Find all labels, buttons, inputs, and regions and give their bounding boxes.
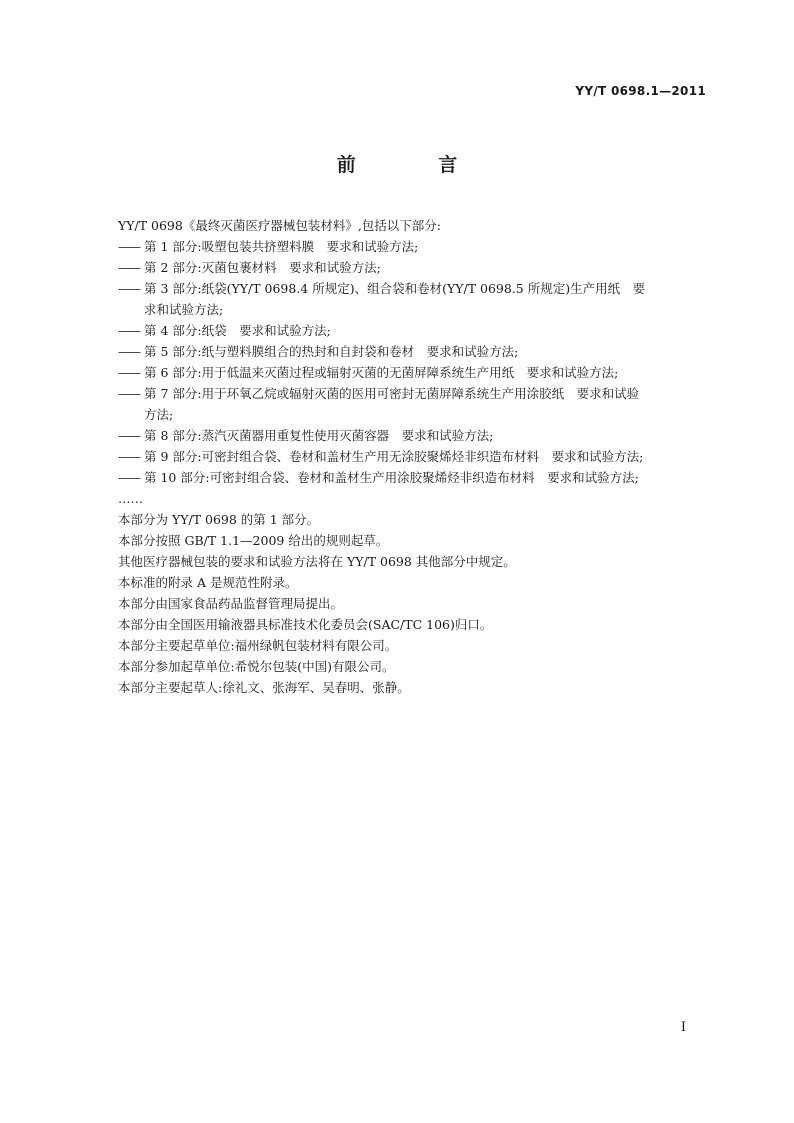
list-item-continuation: 求和试验方法; [144, 302, 224, 317]
list-dash: —— [118, 323, 139, 338]
page-title: 前 言 [336, 154, 496, 176]
list-ellipsis: …… [118, 491, 143, 506]
list-item-text: 第 2 部分:灭菌包裹材料 要求和试验方法; [144, 260, 381, 275]
list-item [118, 278, 710, 299]
list-item-text: 第 3 部分:纸袋(YY/T 0698.4 所规定)、组合袋和卷材(YY/T 0698.5 所规定)生产用纸 要 [144, 281, 646, 296]
list-dash: —— [118, 260, 139, 275]
statement-line: 本部分为 YY/T 0698 的第 1 部分。 [118, 512, 320, 527]
statement-line: 本部分主要起草人:徐礼文、张海军、吴春明、张静。 [118, 680, 410, 695]
list-dash: —— [118, 428, 139, 443]
statement-line: 其他医疗器械包装的要求和试验方法将在 YY/T 0698 其他部分中规定。 [118, 554, 516, 569]
statement-line: 本部分参加起草单位:希悦尔包装(中国)有限公司。 [118, 659, 395, 674]
statement-line: 本标准的附录 A 是规范性附录。 [118, 575, 298, 590]
list-item [118, 320, 710, 341]
statement-line: 本部分主要起草单位:福州绿帆包装材料有限公司。 [118, 638, 398, 653]
list-item-text: 第 6 部分:用于低温来灭菌过程或辐射灭菌的无菌屏障系统生产用纸 要求和试验方法; [144, 365, 619, 380]
statement-line: 本部分由全国医用输液器具标准技术化委员会(SAC/TC 106)归口。 [118, 617, 493, 632]
list-item [118, 383, 710, 404]
list-item-text: 第 7 部分:用于环氧乙烷或辐射灭菌的医用可密封无菌屏障系统生产用涂胶纸 要求和试验 [144, 386, 640, 401]
list-item [118, 467, 710, 488]
list-item-text: 第 5 部分:纸与塑料膜组合的热封和自封袋和卷材 要求和试验方法; [144, 344, 519, 359]
list-item [118, 341, 710, 362]
statement-line: 本部分按照 GB/T 1.1—2009 给出的规则起草。 [118, 533, 389, 548]
list-item [118, 257, 710, 278]
list-item [118, 236, 710, 257]
foreword-body [118, 215, 710, 698]
list-dash: —— [118, 386, 139, 401]
list-dash: —— [118, 239, 139, 254]
list-dash: —— [118, 344, 139, 359]
list-item-text: 第 10 部分:可密封组合袋、卷材和盖材生产用涂胶聚烯烃非织造布材料 要求和试验方法; [144, 470, 639, 485]
statement-line: 本部分由国家食品药品监督管理局提出。 [118, 596, 344, 611]
page-number: I [680, 1020, 686, 1035]
list-dash: —— [118, 470, 139, 485]
list-item [118, 446, 710, 467]
intro-line: YY/T 0698《最终灭菌医疗器械包装材料》,包括以下部分: [118, 218, 442, 233]
list-dash: —— [118, 449, 139, 464]
list-item-text: 第 9 部分:可密封组合袋、卷材和盖材生产用无涂胶聚烯烃非织造布材料 要求和试验方法; [144, 449, 644, 464]
list-item-text: 第 4 部分:纸袋 要求和试验方法; [144, 323, 331, 338]
list-item-continuation: 方法; [144, 407, 174, 422]
list-item-text: 第 1 部分:吸塑包装共挤塑料膜 要求和试验方法; [144, 239, 419, 254]
list-dash: —— [118, 365, 139, 380]
list-dash: —— [118, 281, 139, 296]
list-item [118, 362, 710, 383]
standard-code: YY/T 0698.1—2011 [575, 84, 706, 98]
list-item-text: 第 8 部分:蒸汽灭菌器用重复性使用灭菌容器 要求和试验方法; [144, 428, 494, 443]
list-item [118, 425, 710, 446]
